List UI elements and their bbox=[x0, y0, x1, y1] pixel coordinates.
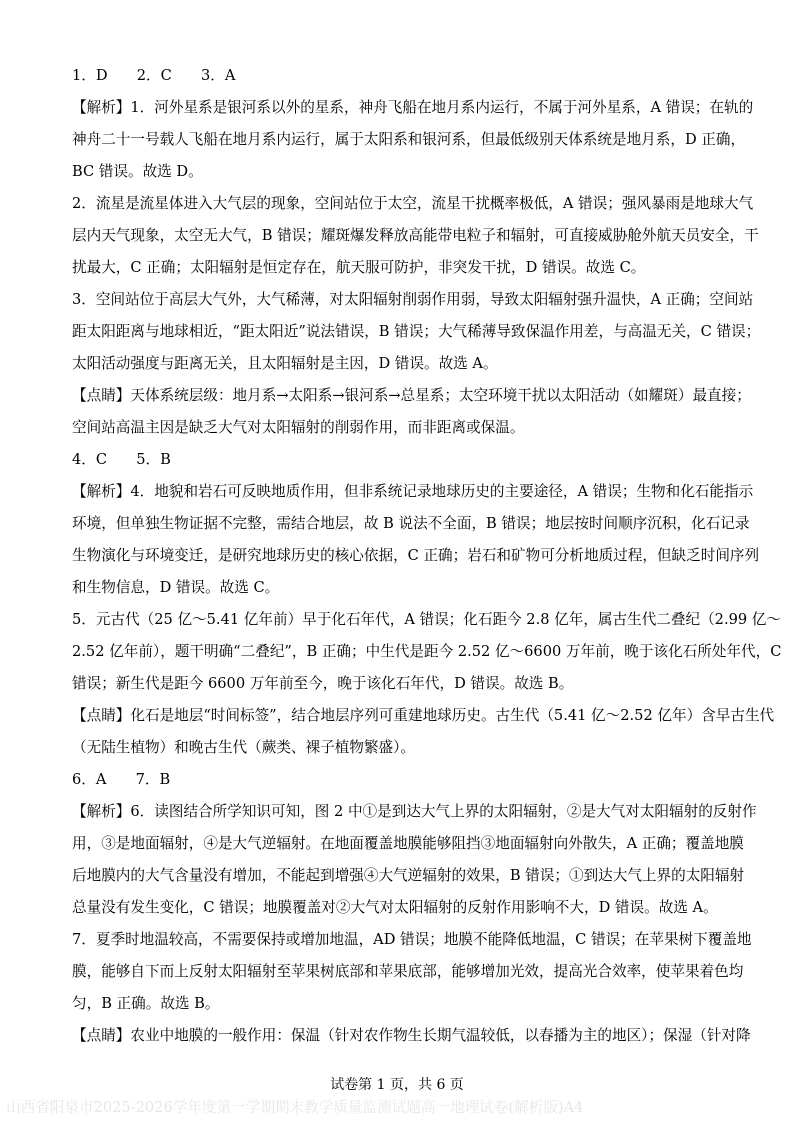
text-line: 【点睛】天体系统层级：地月系→太阳系→银河系→总星系；太空环境干扰以太阳活动（如耀斑）最直接； bbox=[72, 387, 751, 404]
text-line: 神舟二十一号载人飞船在地月系内运行，属于太阳系和银河系，但最低级别天体系统是地月系，D 正确， bbox=[72, 131, 746, 148]
text-line: 环境，但单独生物证据不完整，需结合地层，故 B 说法不全面，B 错误；地层按时间顺序沉积，化石记录 bbox=[72, 515, 750, 532]
text-line: 【解析】6．读图结合所学知识可知，图 2 中①是到达大气上界的太阳辐射，②是大气对太阳辐射的反射作 bbox=[72, 803, 757, 820]
text-line: BC 错误。故选 D。 bbox=[72, 163, 203, 180]
text-line: 6．A 7．B bbox=[72, 771, 171, 788]
text-line: （无陆生植物）和晚古生代（蕨类、裸子植物繁盛）。 bbox=[72, 739, 415, 756]
text-line: 7．夏季时地温较高，不需要保持或增加地温，AD 错误；地膜不能降低地温，C 错误；在苹果树下覆盖地 bbox=[72, 931, 752, 948]
text-line: 总量没有发生变化，C 错误；地膜覆盖对②大气对太阳辐射的反射作用影响不大，D 错误。故选 A。 bbox=[72, 899, 718, 916]
text-line: 3．空间站位于高层大气外，大气稀薄，对太阳辐射削弱作用弱，导致太阳辐射强升温快，A 正确；空间站 bbox=[72, 291, 754, 308]
text-line: 生物演化与环境变迁，是研究地球历史的核心依据，C 正确；岩石和矿物可分析地质过程，但缺乏时间序列 bbox=[72, 547, 760, 564]
text-line: 1．D 2．C 3．A bbox=[72, 67, 236, 84]
text-line: 扰最大，C 正确；太阳辐射是恒定存在，航天服可防护，非突发干扰，D 错误。故选 C。 bbox=[72, 259, 646, 276]
text-line: 后地膜内的大气含量没有增加，不能起到增强④大气逆辐射的效果，B 错误；①到达大气上界的太阳辐射 bbox=[72, 867, 745, 884]
text-line: 2.52 亿年前），题干明确“二叠纪”，B 正确；中生代是距今 2.52 亿～6600 万年前，晚于该化石所处年代，C bbox=[72, 643, 782, 660]
text-line: 匀，B 正确。故选 B。 bbox=[72, 995, 220, 1012]
text-line: 2．流星是流星体进入大气层的现象，空间站位于太空，流星干扰概率极低，A 错误；强风暴雨是地球大气 bbox=[72, 195, 754, 212]
text-line: 4．C 5．B bbox=[72, 451, 171, 468]
text-line: 【解析】4．地貌和岩石可反映地质作用，但非系统记录地球历史的主要途径，A 错误；生物和化石能指示 bbox=[72, 483, 754, 500]
text-line: 5．元古代（25 亿～5.41 亿年前）早于化石年代，A 错误；化石距今 2.8 亿年，属古生代二叠纪（2.99 亿～ bbox=[72, 611, 781, 628]
text-line: 距太阳距离与地球相近，“距太阳近”说法错误，B 错误；大气稀薄导致保温作用差，与高温无关，C 错误； bbox=[72, 323, 761, 340]
text-line: 【点睛】化石是地层“时间标签”，结合地层序列可重建地球历史。古生代（5.41 亿～2.52 亿年）含早古生代 bbox=[72, 707, 775, 724]
text-line: 空间站高温主因是缺乏大气对太阳辐射的削弱作用，而非距离或保温。 bbox=[72, 419, 525, 436]
page-footer: 试卷第 1 页，共 6 页 bbox=[330, 1077, 464, 1093]
text-line: 层内天气现象，太空无大气，B 错误；耀斑爆发释放高能带电粒子和辐射，可直接威胁舱外航天员安全，干 bbox=[72, 227, 759, 244]
text-line: 膜，能够自下而上反射太阳辐射至苹果树底部和苹果底部，能够增加光效，提高光合效率，使苹果着色均 bbox=[72, 963, 744, 980]
text-line: 用，③是地面辐射，④是大气逆辐射。在地面覆盖地膜能够阻挡③地面辐射向外散失，A 正确；覆盖地膜 bbox=[72, 835, 744, 852]
text-line: 错误；新生代是距今 6600 万年前至今，晚于该化石年代，D 错误。故选 B。 bbox=[72, 675, 574, 692]
text-line: 和生物信息，D 错误。故选 C。 bbox=[72, 579, 280, 596]
text-line: 太阳活动强度与距离无关，且太阳辐射是主因，D 错误。故选 A。 bbox=[72, 355, 498, 372]
text-line: 【解析】1．河外星系是银河系以外的星系，神舟飞船在地月系内运行，不属于河外星系，A 错误；在轨的 bbox=[72, 99, 754, 116]
watermark: 山西省阳泉市2025-2026学年度第一学期期末教学质量监测试题高一地理试卷(解析版)A4 bbox=[6, 1099, 584, 1116]
text-line: 【点睛】农业中地膜的一般作用：保温（针对农作物生长期气温较低，以春播为主的地区）；保湿（针对降 bbox=[72, 1027, 751, 1044]
